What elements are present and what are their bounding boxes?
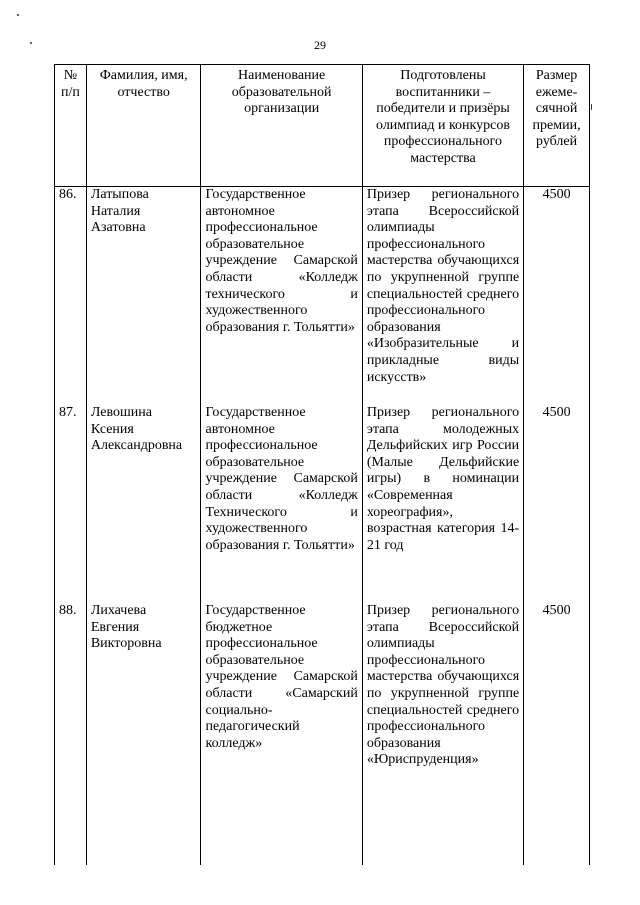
achievement: Призер регионального этапа молодежных Дельфийских игр России (Малые Дельфийские игры) в номинации «Современная хореография», возрастная категория 14-21 год	[362, 405, 523, 603]
prize-amount: 4500	[524, 405, 590, 603]
full-name	[86, 603, 201, 865]
prize-amount: 4500	[524, 187, 590, 406]
header-monthly-prize: Размер ежеме-сячной премии, рублей	[524, 65, 590, 187]
scan-speck	[30, 42, 32, 44]
header-organization: Наименование образовательной организации	[201, 65, 362, 187]
header-achievement: Подготовлены воспитанники – победители и призёры олимпиад и конкурсов профессионального мастерства	[362, 65, 523, 187]
surname: Левошина	[90, 405, 152, 420]
full-name	[86, 405, 201, 603]
awards-table	[54, 64, 590, 865]
patronymic: Азатовна	[90, 220, 146, 236]
scan-speck	[591, 104, 592, 110]
surname: Латыпова	[90, 187, 149, 202]
surname: Лихачева	[90, 603, 147, 618]
table-row	[55, 405, 590, 603]
patronymic: Александровна	[90, 438, 183, 454]
header-full-name: Фамилия, имя, отчество	[86, 65, 201, 187]
organization: Государственное автономное профессиональное образовательное учреждение Самарской области «Колледж Технического и художественного образования г. Тольятти»	[201, 405, 362, 603]
patronymic: Викторовна	[90, 636, 162, 652]
first-name: Ксения	[90, 421, 134, 437]
achievement: Призер регионального этапа Всероссийской олимпиады профессионального мастерства обучающихся по укрупненной группе специальностей среднего профессионального образования «Юриспруденция»	[362, 603, 523, 865]
organization: Государственное бюджетное профессиональное образовательное учреждение Самарской области «Самарский социально-педагогический колледж»	[201, 603, 362, 865]
header-number: № п/п	[55, 65, 87, 187]
row-number: 87.	[55, 405, 87, 603]
full-name	[86, 187, 201, 406]
achievement: Призер регионального этапа Всероссийской олимпиады профессионального мастерства обучающихся по укрупненной группе специальностей среднего профессионального образования «Изобразительные и прикладные виды искусств»	[362, 187, 523, 406]
prize-amount: 4500	[524, 603, 590, 865]
row-number: 88.	[55, 603, 87, 865]
table-row	[55, 187, 590, 406]
organization: Государственное автономное профессиональное образовательное учреждение Самарской области «Колледж технического и художественного образования г. Тольятти»	[201, 187, 362, 406]
page-number: 29	[314, 38, 326, 52]
row-number: 86.	[55, 187, 87, 406]
table-header-row	[55, 65, 590, 187]
scan-speck	[17, 14, 19, 16]
first-name: Евгения	[90, 619, 140, 635]
table-row	[55, 603, 590, 865]
first-name: Наталия	[90, 203, 141, 219]
